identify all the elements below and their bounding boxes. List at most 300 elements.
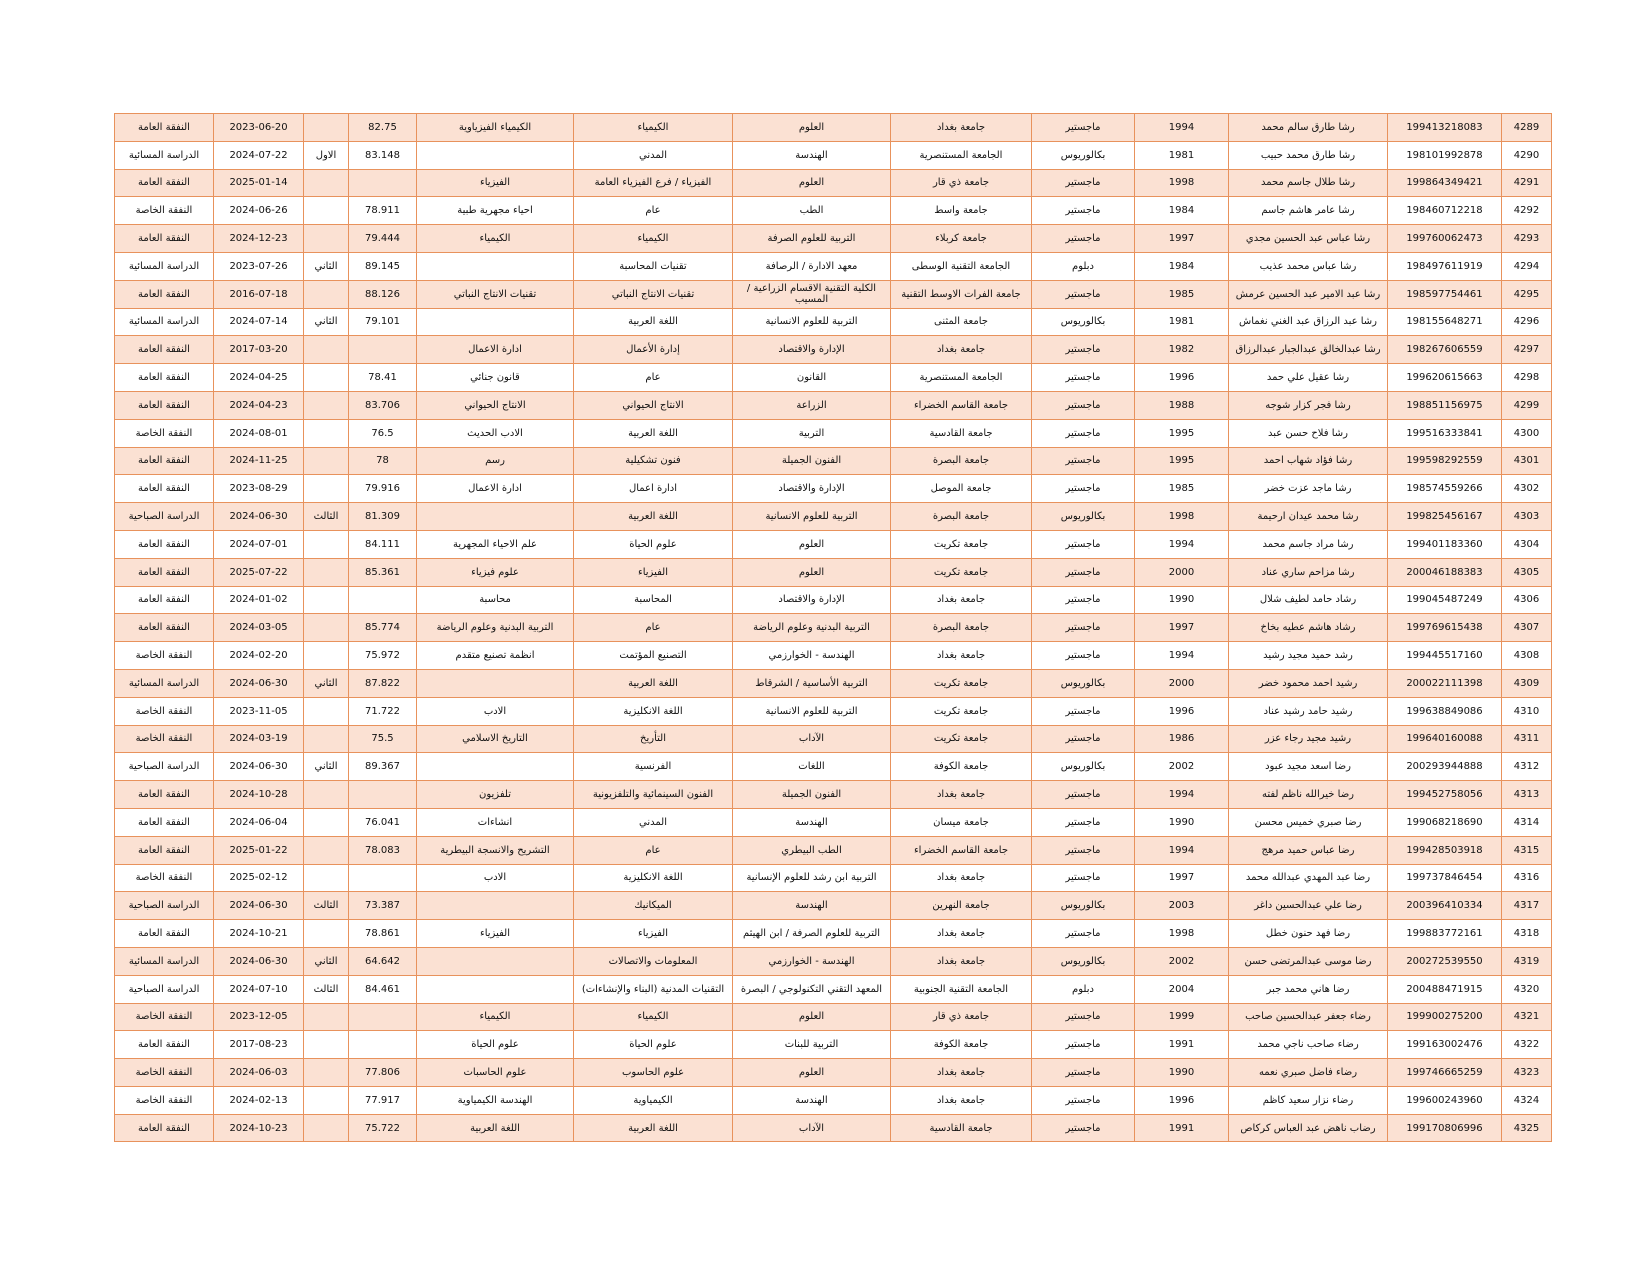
cell-grade [349, 586, 417, 614]
table-row [115, 252, 1552, 280]
cell-funding: الدراسة الصباحية [115, 753, 214, 781]
cell-id: 200488471915 [1388, 975, 1502, 1003]
cell-id: 199068218690 [1388, 808, 1502, 836]
cell-college: العلوم [733, 114, 891, 142]
cell-specialization [417, 947, 574, 975]
cell-degree: ماجستير [1032, 391, 1135, 419]
cell-college: الآداب [733, 725, 891, 753]
cell-specialization: التربية البدنية وعلوم الرياضة [417, 614, 574, 642]
cell-date: 2024-07-01 [214, 530, 304, 558]
cell-university: جامعة كربلاء [891, 225, 1032, 253]
cell-department: فنون تشكيلية [574, 447, 733, 475]
cell-date: 2023-06-20 [214, 114, 304, 142]
cell-specialization: علوم فيزياء [417, 558, 574, 586]
cell-degree: ماجستير [1032, 586, 1135, 614]
table-row [115, 503, 1552, 531]
cell-name: رشا طلال جاسم محمد [1229, 169, 1388, 197]
cell-rank [304, 419, 349, 447]
cell-seq: 4297 [1502, 336, 1552, 364]
cell-department: عام [574, 197, 733, 225]
cell-rank [304, 364, 349, 392]
cell-id: 199900275200 [1388, 1003, 1502, 1031]
table-row [115, 391, 1552, 419]
cell-specialization: الادب الحديث [417, 419, 574, 447]
cell-seq: 4315 [1502, 836, 1552, 864]
cell-id: 199600243960 [1388, 1086, 1502, 1114]
cell-university: جامعة بغداد [891, 920, 1032, 948]
records-body [115, 114, 1552, 1142]
cell-college: الإدارة والاقتصاد [733, 475, 891, 503]
cell-birth-year: 1985 [1135, 280, 1229, 308]
cell-birth-year: 1991 [1135, 1114, 1229, 1142]
cell-rank [304, 614, 349, 642]
cell-college: التربية للعلوم الانسانية [733, 308, 891, 336]
cell-name: رشيد احمد محمود خضر [1229, 669, 1388, 697]
cell-college: الكلية التقنية الاقسام الزراعية / المسيب [733, 280, 891, 308]
table-row [115, 280, 1552, 308]
cell-funding: الدراسة المسائية [115, 947, 214, 975]
cell-grade [349, 336, 417, 364]
cell-university: جامعة تكريت [891, 697, 1032, 725]
cell-college: الإدارة والاقتصاد [733, 586, 891, 614]
cell-id: 199413218083 [1388, 114, 1502, 142]
cell-rank [304, 391, 349, 419]
cell-seq: 4323 [1502, 1059, 1552, 1087]
cell-funding: النفقة الخاصة [115, 697, 214, 725]
cell-birth-year: 1996 [1135, 364, 1229, 392]
table-row [115, 419, 1552, 447]
cell-rank: الثاني [304, 753, 349, 781]
cell-grade: 77.806 [349, 1059, 417, 1087]
cell-specialization: التاريخ الاسلامي [417, 725, 574, 753]
cell-id: 198497611919 [1388, 252, 1502, 280]
cell-university: جامعة بغداد [891, 336, 1032, 364]
cell-college: العلوم [733, 1003, 891, 1031]
cell-specialization: تلفزيون [417, 781, 574, 809]
cell-id: 199620615663 [1388, 364, 1502, 392]
cell-funding: النفقة العامة [115, 391, 214, 419]
cell-university: الجامعة التقنية الجنوبية [891, 975, 1032, 1003]
cell-rank [304, 1003, 349, 1031]
cell-id: 200396410334 [1388, 892, 1502, 920]
cell-date: 2024-06-30 [214, 503, 304, 531]
cell-seq: 4289 [1502, 114, 1552, 142]
cell-birth-year: 1990 [1135, 586, 1229, 614]
cell-department: الكيمياء [574, 114, 733, 142]
cell-funding: النفقة العامة [115, 558, 214, 586]
cell-specialization: الانتاج الحيواني [417, 391, 574, 419]
cell-id: 199825456167 [1388, 503, 1502, 531]
cell-name: رشاد هاشم عطيه بخاخ [1229, 614, 1388, 642]
cell-date: 2024-02-20 [214, 642, 304, 670]
cell-date: 2024-04-23 [214, 391, 304, 419]
cell-birth-year: 1991 [1135, 1031, 1229, 1059]
cell-university: جامعة الموصل [891, 475, 1032, 503]
cell-seq: 4320 [1502, 975, 1552, 1003]
cell-university: جامعة القاسم الخضراء [891, 836, 1032, 864]
cell-specialization: احياء مجهرية طبية [417, 197, 574, 225]
cell-university: جامعة تكريت [891, 669, 1032, 697]
cell-department: عام [574, 836, 733, 864]
cell-name: رشيد حامد رشيد عناد [1229, 697, 1388, 725]
cell-specialization: اللغة العربية [417, 1114, 574, 1142]
table-row [115, 975, 1552, 1003]
cell-funding: النفقة العامة [115, 920, 214, 948]
cell-grade: 78.083 [349, 836, 417, 864]
cell-degree: ماجستير [1032, 781, 1135, 809]
cell-rank: الثاني [304, 308, 349, 336]
cell-department: المدني [574, 141, 733, 169]
cell-date: 2024-12-23 [214, 225, 304, 253]
cell-college: الهندسة - الخوارزمي [733, 947, 891, 975]
cell-birth-year: 1994 [1135, 114, 1229, 142]
cell-name: رشا طارق سالم محمد [1229, 114, 1388, 142]
cell-university: الجامعة المستنصرية [891, 141, 1032, 169]
cell-seq: 4319 [1502, 947, 1552, 975]
cell-rank [304, 530, 349, 558]
cell-grade: 64.642 [349, 947, 417, 975]
table-row [115, 753, 1552, 781]
cell-seq: 4309 [1502, 669, 1552, 697]
cell-funding: النفقة العامة [115, 586, 214, 614]
cell-id: 199445517160 [1388, 642, 1502, 670]
cell-funding: النفقة العامة [115, 169, 214, 197]
cell-specialization: الكيمياء الفيزياوية [417, 114, 574, 142]
cell-funding: النفقة الخاصة [115, 197, 214, 225]
cell-id: 198851156975 [1388, 391, 1502, 419]
cell-university: جامعة ميسان [891, 808, 1032, 836]
cell-rank [304, 225, 349, 253]
cell-degree: بكالوريوس [1032, 503, 1135, 531]
cell-college: معهد الادارة / الرصافة [733, 252, 891, 280]
cell-id: 199883772161 [1388, 920, 1502, 948]
cell-rank: الثاني [304, 669, 349, 697]
cell-grade: 75.972 [349, 642, 417, 670]
cell-degree: ماجستير [1032, 558, 1135, 586]
cell-college: الهندسة - الخوارزمي [733, 642, 891, 670]
cell-name: رشد حميد مجيد رشيد [1229, 642, 1388, 670]
cell-date: 2025-01-22 [214, 836, 304, 864]
cell-date: 2024-10-28 [214, 781, 304, 809]
table-row [115, 1003, 1552, 1031]
cell-grade [349, 169, 417, 197]
cell-date: 2023-12-05 [214, 1003, 304, 1031]
cell-id: 198460712218 [1388, 197, 1502, 225]
cell-id: 199428503918 [1388, 836, 1502, 864]
cell-university: جامعة ذي قار [891, 169, 1032, 197]
cell-seq: 4301 [1502, 447, 1552, 475]
cell-seq: 4311 [1502, 725, 1552, 753]
cell-college: العلوم [733, 169, 891, 197]
cell-name: رشا عامر هاشم جاسم [1229, 197, 1388, 225]
cell-department: اللغة العربية [574, 419, 733, 447]
cell-degree: ماجستير [1032, 169, 1135, 197]
cell-grade: 85.361 [349, 558, 417, 586]
cell-birth-year: 2002 [1135, 753, 1229, 781]
cell-department: الفيزياء [574, 920, 733, 948]
cell-department: اللغة العربية [574, 669, 733, 697]
cell-funding: النفقة العامة [115, 447, 214, 475]
cell-grade: 78.911 [349, 197, 417, 225]
cell-id: 198597754461 [1388, 280, 1502, 308]
table-row [115, 558, 1552, 586]
cell-specialization [417, 141, 574, 169]
cell-university: الجامعة المستنصرية [891, 364, 1032, 392]
cell-degree: ماجستير [1032, 642, 1135, 670]
table-row [115, 725, 1552, 753]
cell-name: رشا عقيل علي حمد [1229, 364, 1388, 392]
table-row [115, 447, 1552, 475]
cell-id: 199045487249 [1388, 586, 1502, 614]
table-row [115, 475, 1552, 503]
cell-specialization: ادارة الاعمال [417, 475, 574, 503]
cell-seq: 4305 [1502, 558, 1552, 586]
cell-name: رشا طارق محمد حبيب [1229, 141, 1388, 169]
cell-rank [304, 280, 349, 308]
cell-birth-year: 1985 [1135, 475, 1229, 503]
cell-degree: ماجستير [1032, 864, 1135, 892]
cell-department: الفيزياء / فرع الفيزياء العامة [574, 169, 733, 197]
cell-university: جامعة بغداد [891, 947, 1032, 975]
cell-id: 198155648271 [1388, 308, 1502, 336]
cell-department: الانتاج الحيواني [574, 391, 733, 419]
cell-id: 199638849086 [1388, 697, 1502, 725]
cell-college: العلوم [733, 1059, 891, 1087]
cell-birth-year: 2002 [1135, 947, 1229, 975]
cell-seq: 4303 [1502, 503, 1552, 531]
cell-birth-year: 1981 [1135, 308, 1229, 336]
cell-college: التربية ابن رشد للعلوم الإنسانية [733, 864, 891, 892]
cell-birth-year: 1984 [1135, 252, 1229, 280]
cell-funding: النفقة الخاصة [115, 419, 214, 447]
cell-seq: 4294 [1502, 252, 1552, 280]
cell-college: العلوم [733, 558, 891, 586]
cell-specialization: الفيزياء [417, 920, 574, 948]
cell-college: الطب [733, 197, 891, 225]
cell-specialization: علوم الحاسبات [417, 1059, 574, 1087]
table-row [115, 586, 1552, 614]
table-row [115, 141, 1552, 169]
cell-department: تقنيات الانتاج النباتي [574, 280, 733, 308]
cell-funding: النفقة العامة [115, 530, 214, 558]
table-row [115, 892, 1552, 920]
cell-name: رشا عبد الرزاق عبد الغني نغماش [1229, 308, 1388, 336]
cell-degree: بكالوريوس [1032, 141, 1135, 169]
cell-rank: الثالث [304, 975, 349, 1003]
table-row [115, 920, 1552, 948]
cell-id: 199864349421 [1388, 169, 1502, 197]
cell-name: رشا عباس عبد الحسين مجدي [1229, 225, 1388, 253]
cell-seq: 4290 [1502, 141, 1552, 169]
cell-birth-year: 1996 [1135, 1086, 1229, 1114]
cell-seq: 4293 [1502, 225, 1552, 253]
cell-college: الفنون الجميلة [733, 781, 891, 809]
cell-grade: 89.367 [349, 753, 417, 781]
cell-birth-year: 1998 [1135, 920, 1229, 948]
cell-department: علوم الحياة [574, 1031, 733, 1059]
cell-rank [304, 864, 349, 892]
cell-college: الطب البيطري [733, 836, 891, 864]
cell-degree: بكالوريوس [1032, 753, 1135, 781]
cell-id: 198101992878 [1388, 141, 1502, 169]
cell-id: 199163002476 [1388, 1031, 1502, 1059]
cell-department: عام [574, 364, 733, 392]
cell-name: رشا مزاحم ساري عناد [1229, 558, 1388, 586]
cell-specialization: الهندسة الكيمياوية [417, 1086, 574, 1114]
cell-id: 198574559266 [1388, 475, 1502, 503]
cell-university: جامعة بغداد [891, 642, 1032, 670]
cell-college: القانون [733, 364, 891, 392]
cell-specialization: الفيزياء [417, 169, 574, 197]
cell-rank [304, 114, 349, 142]
cell-rank [304, 1059, 349, 1087]
cell-name: رشا فجر كزار شوجه [1229, 391, 1388, 419]
cell-seq: 4292 [1502, 197, 1552, 225]
cell-rank [304, 447, 349, 475]
cell-funding: النفقة العامة [115, 475, 214, 503]
cell-date: 2024-08-01 [214, 419, 304, 447]
cell-funding: الدراسة الصباحية [115, 503, 214, 531]
cell-seq: 4299 [1502, 391, 1552, 419]
cell-university: جامعة بغداد [891, 114, 1032, 142]
cell-date: 2024-06-03 [214, 1059, 304, 1087]
cell-university: جامعة المثنى [891, 308, 1032, 336]
cell-degree: ماجستير [1032, 1031, 1135, 1059]
cell-seq: 4291 [1502, 169, 1552, 197]
cell-id: 199737846454 [1388, 864, 1502, 892]
cell-birth-year: 1988 [1135, 391, 1229, 419]
cell-grade: 78 [349, 447, 417, 475]
cell-department: المعلومات والاتصالات [574, 947, 733, 975]
cell-specialization [417, 669, 574, 697]
cell-id: 199746665259 [1388, 1059, 1502, 1087]
cell-college: التربية الأساسية / الشرقاط [733, 669, 891, 697]
cell-date: 2024-06-30 [214, 947, 304, 975]
cell-degree: دبلوم [1032, 252, 1135, 280]
cell-date: 2017-08-23 [214, 1031, 304, 1059]
cell-grade: 81.309 [349, 503, 417, 531]
table-row [115, 1114, 1552, 1142]
cell-grade: 88.126 [349, 280, 417, 308]
cell-id: 199170806996 [1388, 1114, 1502, 1142]
cell-department: الفنون السينمائية والتلفزيونية [574, 781, 733, 809]
cell-name: رضا عباس حميد مرهج [1229, 836, 1388, 864]
cell-rank [304, 169, 349, 197]
cell-birth-year: 1995 [1135, 447, 1229, 475]
table-row [115, 836, 1552, 864]
cell-specialization: ادارة الاعمال [417, 336, 574, 364]
cell-name: رضاء صاحب ناجي محمد [1229, 1031, 1388, 1059]
cell-grade [349, 864, 417, 892]
cell-degree: ماجستير [1032, 725, 1135, 753]
cell-funding: النفقة العامة [115, 808, 214, 836]
cell-college: الإدارة والاقتصاد [733, 336, 891, 364]
cell-seq: 4308 [1502, 642, 1552, 670]
cell-date: 2024-06-30 [214, 753, 304, 781]
cell-department: إدارة الأعمال [574, 336, 733, 364]
cell-degree: ماجستير [1032, 197, 1135, 225]
cell-department: الميكانيك [574, 892, 733, 920]
cell-name: رضاء نزار سعيد كاظم [1229, 1086, 1388, 1114]
cell-birth-year: 1997 [1135, 225, 1229, 253]
cell-birth-year: 1998 [1135, 503, 1229, 531]
cell-seq: 4302 [1502, 475, 1552, 503]
cell-seq: 4322 [1502, 1031, 1552, 1059]
cell-grade: 71.722 [349, 697, 417, 725]
cell-rank [304, 920, 349, 948]
cell-funding: النفقة الخاصة [115, 642, 214, 670]
cell-degree: ماجستير [1032, 225, 1135, 253]
cell-college: الهندسة [733, 141, 891, 169]
cell-funding: النفقة العامة [115, 836, 214, 864]
cell-funding: النفقة العامة [115, 781, 214, 809]
cell-rank: الثاني [304, 252, 349, 280]
cell-department: اللغة الانكليزية [574, 697, 733, 725]
cell-seq: 4317 [1502, 892, 1552, 920]
cell-university: جامعة النهرين [891, 892, 1032, 920]
cell-degree: ماجستير [1032, 530, 1135, 558]
cell-name: رشا فؤاد شهاب احمد [1229, 447, 1388, 475]
cell-birth-year: 1982 [1135, 336, 1229, 364]
cell-birth-year: 1997 [1135, 864, 1229, 892]
cell-rank [304, 642, 349, 670]
cell-name: رضا هاني محمد جبر [1229, 975, 1388, 1003]
cell-rank [304, 836, 349, 864]
cell-name: رشا محمد عيدان ارحيمة [1229, 503, 1388, 531]
cell-university: جامعة واسط [891, 197, 1032, 225]
cell-date: 2024-06-30 [214, 669, 304, 697]
cell-university: جامعة ذي قار [891, 1003, 1032, 1031]
cell-birth-year: 1994 [1135, 781, 1229, 809]
cell-degree: ماجستير [1032, 475, 1135, 503]
cell-id: 199452758056 [1388, 781, 1502, 809]
cell-date: 2024-06-04 [214, 808, 304, 836]
cell-name: رشيد مجيد رجاء عزر [1229, 725, 1388, 753]
table-row [115, 864, 1552, 892]
cell-degree: ماجستير [1032, 920, 1135, 948]
table-row [115, 197, 1552, 225]
cell-id: 200022111398 [1388, 669, 1502, 697]
cell-rank [304, 1114, 349, 1142]
cell-grade: 87.822 [349, 669, 417, 697]
cell-name: رضا خيرالله ناظم لفته [1229, 781, 1388, 809]
cell-college: العلوم [733, 530, 891, 558]
cell-date: 2024-04-25 [214, 364, 304, 392]
cell-degree: بكالوريوس [1032, 947, 1135, 975]
table-row [115, 1059, 1552, 1087]
cell-college: الهندسة [733, 892, 891, 920]
cell-seq: 4300 [1502, 419, 1552, 447]
cell-degree: ماجستير [1032, 336, 1135, 364]
cell-specialization: التشريح والانسجة البيطرية [417, 836, 574, 864]
cell-id: 200046188383 [1388, 558, 1502, 586]
cell-funding: النفقة الخاصة [115, 864, 214, 892]
cell-department: المدني [574, 808, 733, 836]
cell-birth-year: 2000 [1135, 669, 1229, 697]
table-row [115, 364, 1552, 392]
cell-seq: 4296 [1502, 308, 1552, 336]
cell-birth-year: 1996 [1135, 697, 1229, 725]
cell-university: جامعة بغداد [891, 1086, 1032, 1114]
cell-department: المحاسبة [574, 586, 733, 614]
cell-name: رشاد حامد لطيف شلال [1229, 586, 1388, 614]
cell-specialization: الادب [417, 864, 574, 892]
cell-seq: 4298 [1502, 364, 1552, 392]
cell-date: 2024-06-26 [214, 197, 304, 225]
cell-department: الكيمياوية [574, 1086, 733, 1114]
cell-id: 200293944888 [1388, 753, 1502, 781]
cell-university: جامعة بغداد [891, 781, 1032, 809]
